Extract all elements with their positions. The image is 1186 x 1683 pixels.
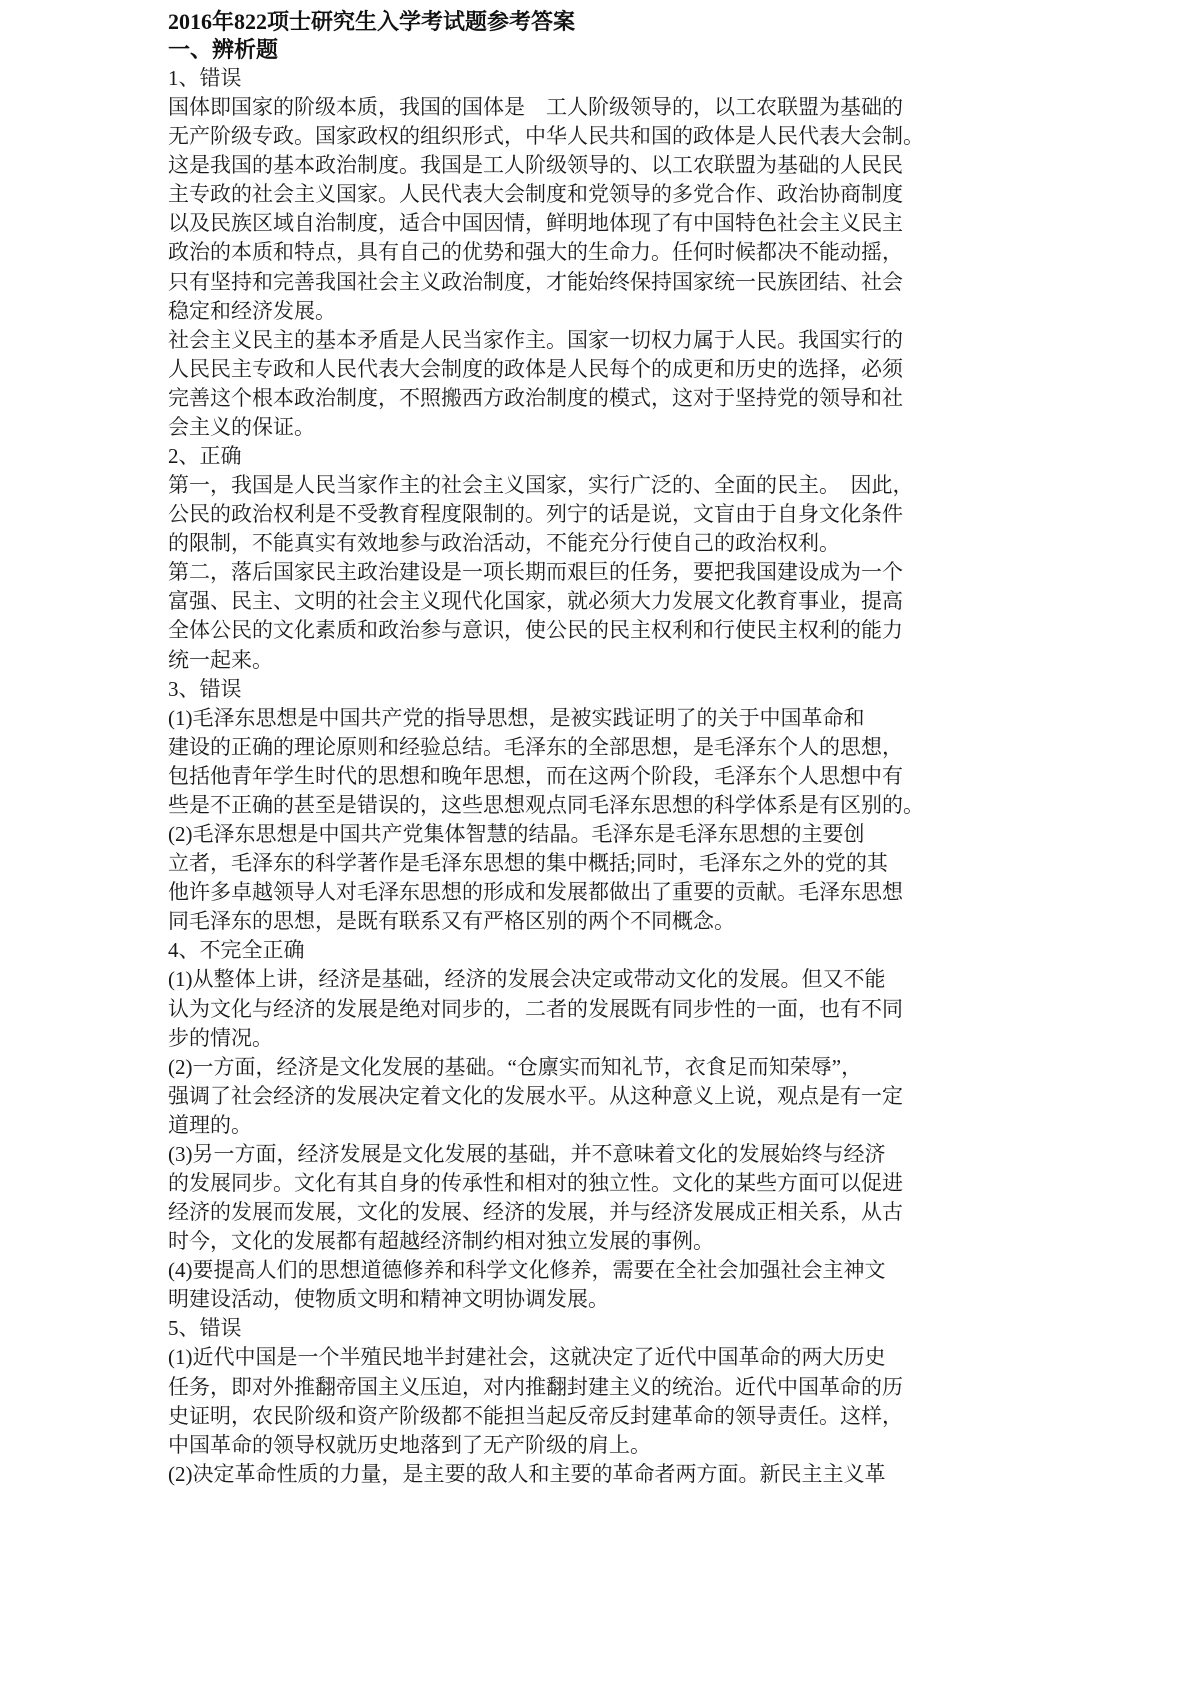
text-line: 他许多卓越领导人对毛泽东思想的形成和发展都做出了重要的贡献。毛泽东思想 — [168, 880, 903, 905]
text-line: 第一，我国是人民当家作主的社会主义国家，实行广泛的、全面的民主。 因此， — [168, 473, 914, 498]
text-line: 经济的发展而发展，文化的发展、经济的发展，并与经济发展成正相关系，从古 — [168, 1200, 903, 1225]
text-line: 第二，落后国家民主政治建设是一项长期而艰巨的任务，要把我国建设成为一个 — [168, 560, 903, 585]
text-line: (2)决定革命性质的力量，是主要的敌人和主要的革命者两方面。新民主主义革 — [168, 1461, 886, 1486]
text-line: 3、错误 — [168, 676, 242, 701]
text-line: (1)毛泽东思想是中国共产党的指导思想，是被实践证明了的关于中国革命和 — [168, 705, 865, 730]
text-line: (2)毛泽东思想是中国共产党集体智慧的结晶。毛泽东是毛泽东思想的主要创 — [168, 822, 865, 847]
text-line: 包括他青年学生时代的思想和晚年思想，而在这两个阶段，毛泽东个人思想中有 — [168, 763, 903, 788]
text-line: 明建设活动，使物质文明和精神文明协调发展。 — [168, 1287, 609, 1312]
text-line: 无产阶级专政。国家政权的组织形式，中华人民共和国的政体是人民代表大会制。 — [168, 124, 924, 149]
text-line: 公民的政治权利是不受教育程度限制的。列宁的话是说，文盲由于自身文化条件 — [168, 502, 903, 527]
text-line: 的发展同步。文化有其自身的传承性和相对的独立性。文化的某些方面可以促进 — [168, 1170, 903, 1195]
text-line: (3)另一方面，经济发展是文化发展的基础，并不意味着文化的发展始终与经济 — [168, 1141, 886, 1166]
text-line: 稳定和经济发展。 — [168, 298, 336, 323]
text-line: (2)一方面，经济是文化发展的基础。“仓廪实而知礼节，衣食足而知荣辱”， — [168, 1054, 863, 1079]
text-line: 国体即国家的阶级本质，我国的国体是 工人阶级领导的，以工农联盟为基础的 — [168, 95, 903, 120]
document-title: 2016年822项士研究生入学考试题参考答案 — [168, 9, 576, 34]
text-line: 任务，即对外推翻帝国主义压迫，对内推翻封建主义的统治。近代中国革命的历 — [168, 1374, 903, 1399]
text-line: 全体公民的文化素质和政治参与意识，使公民的民主权利和行使民主权利的能力 — [168, 618, 903, 643]
text-line: 富强、民主、文明的社会主义现代化国家，就必须大力发展文化教育事业，提高 — [168, 589, 903, 614]
text-line: 完善这个根本政治制度，不照搬西方政治制度的模式，这对于坚持党的领导和社 — [168, 385, 903, 410]
text-line: 主专政的社会主义国家。人民代表大会制度和党领导的多党合作、政治协商制度 — [168, 182, 903, 207]
text-line: 中国革命的领导权就历史地落到了无产阶级的肩上。 — [168, 1432, 651, 1457]
text-line: (1)近代中国是一个半殖民地半封建社会，这就决定了近代中国革命的两大历史 — [168, 1345, 886, 1370]
text-line: 认为文化与经济的发展是绝对同步的，二者的发展既有同步性的一面，也有不同 — [168, 996, 903, 1021]
text-line: 以及民族区域自治制度，适合中国因情，鲜明地体现了有中国特色社会主义民主 — [168, 211, 903, 236]
text-line: 立者，毛泽东的科学著作是毛泽东思想的集中概括;同时，毛泽东之外的党的其 — [168, 851, 888, 876]
text-line: (4)要提高人们的思想道德修养和科学文化修养，需要在全社会加强社会主神文 — [168, 1258, 886, 1283]
text-line: 这是我国的基本政治制度。我国是工人阶级领导的、以工农联盟为基础的人民民 — [168, 153, 903, 178]
text-line: 同毛泽东的思想，是既有联系又有严格区别的两个不同概念。 — [168, 909, 735, 934]
text-line: 会主义的保证。 — [168, 414, 315, 439]
document-page — [168, 8, 968, 1489]
text-line: 2、正确 — [168, 444, 242, 469]
text-line: 的限制，不能真实有效地参与政治活动，不能充分行使自己的政治权利。 — [168, 531, 840, 556]
text-line: 些是不正确的甚至是错误的，这些思想观点同毛泽东思想的科学体系是有区别的。 — [168, 792, 924, 817]
text-line: 政治的本质和特点，具有自己的优势和强大的生命力。任何时候都决不能动摇， — [168, 240, 903, 265]
section-heading: 一、辨析题 — [168, 37, 279, 62]
text-line: 人民民主专政和人民代表大会制度的政体是人民每个的成更和历史的选择，必须 — [168, 356, 903, 381]
text-line: 统一起来。 — [168, 647, 273, 672]
text-line: 社会主义民主的基本矛盾是人民当家作主。国家一切权力属于人民。我国实行的 — [168, 327, 903, 352]
text-line: 道理的。 — [168, 1112, 252, 1137]
text-line: 只有坚持和完善我国社会主义政治制度，才能始终保持国家统一民族团结、社会 — [168, 269, 903, 294]
text-line: 1、错误 — [168, 66, 242, 90]
text-line: 史证明，农民阶级和资产阶级都不能担当起反帝反封建革命的领导责任。这样， — [168, 1403, 903, 1428]
text-line: 建设的正确的理论原则和经验总结。毛泽东的全部思想，是毛泽东个人的思想， — [168, 734, 903, 759]
text-line: 强调了社会经济的发展决定着文化的发展水平。从这种意义上说，观点是有一定 — [168, 1083, 903, 1108]
document-body — [168, 64, 968, 1489]
text-line: 4、不完全正确 — [168, 938, 305, 963]
text-line: 5、错误 — [168, 1316, 242, 1341]
text-line: (1)从整体上讲，经济是基础，经济的发展会决定或带动文化的发展。但又不能 — [168, 967, 886, 992]
text-line: 时今，文化的发展都有超越经济制约相对独立发展的事例。 — [168, 1229, 714, 1254]
text-line: 步的情况。 — [168, 1025, 273, 1050]
